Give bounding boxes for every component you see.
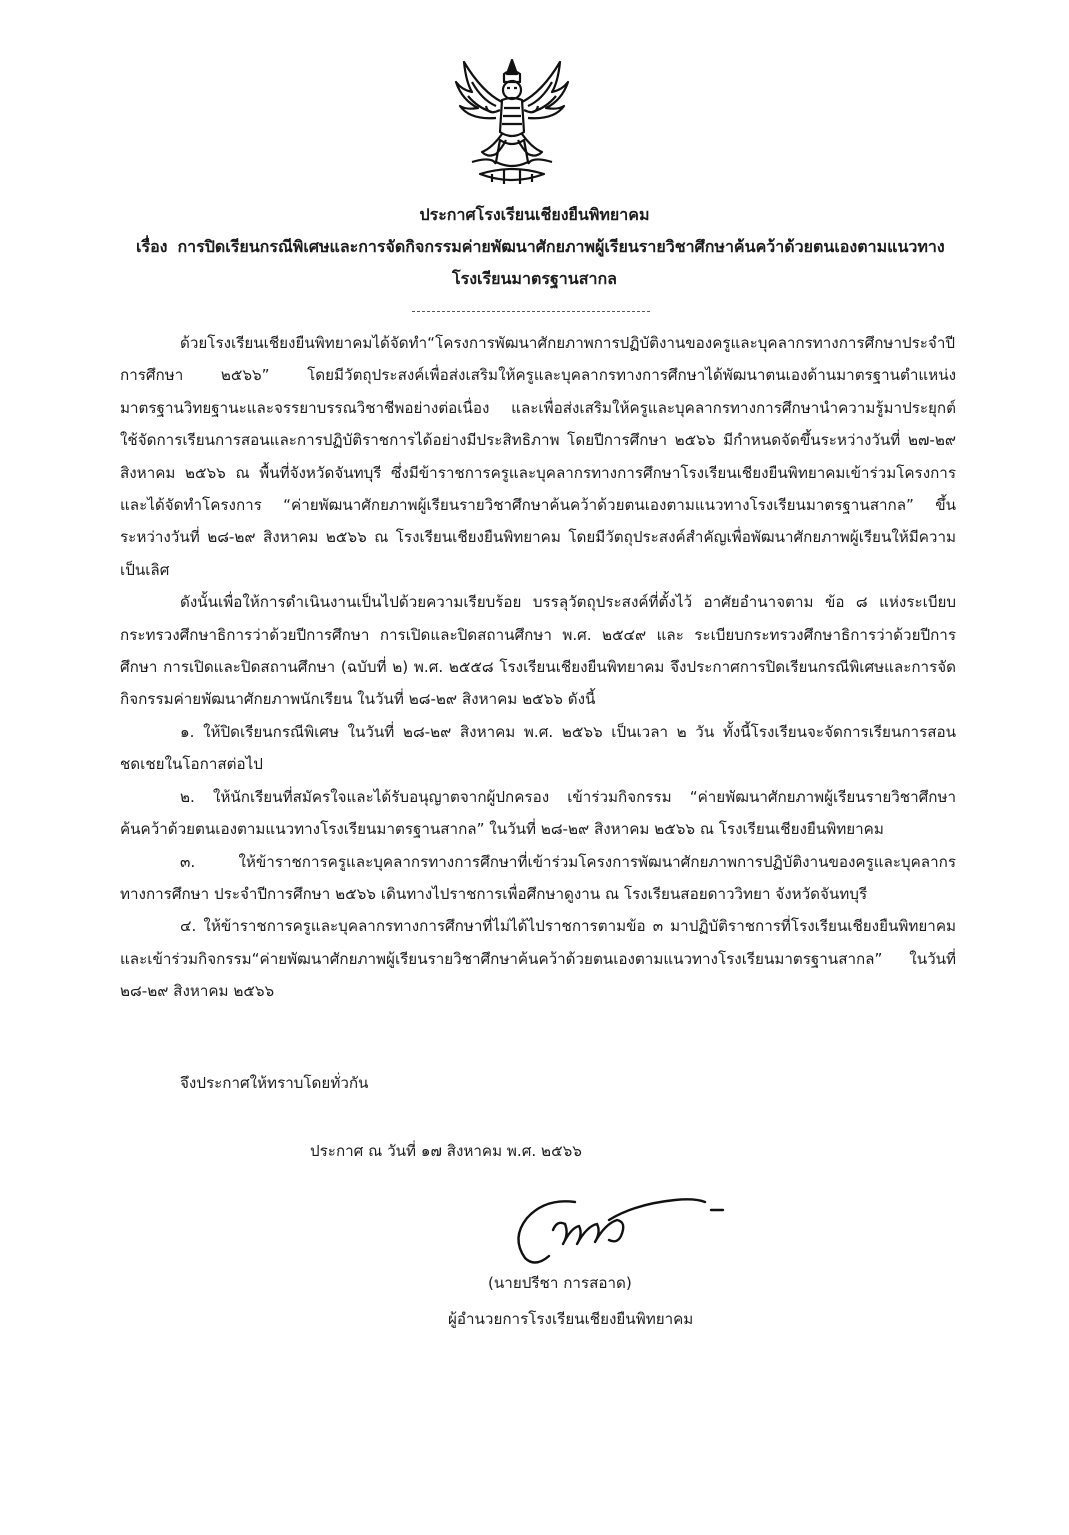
- body-paragraph-1: ด้วยโรงเรียนเชียงยืนพิทยาคมได้จัดทำ“โครงการพัฒนาศักยภาพการปฏิบัติงานของครูและบุคลากรทางการศึกษาประจำปีการศึกษา ๒๕๖๖” โดยมีวัตถุประสงค์เพื่อส่งเสริมให้ครูและบุคลากรทางการศึกษาได้พัฒนาตนเองด้านมาตรฐานตำแหน่ง มาตรฐานวิทยฐานะและจรรยาบรรณวิชาชีพอย่างต่อเนื่อง และเพื่อส่งเสริมให้ครูและบุคลากรทางการศึกษานำความรู้มาประยุกต์ใช้จัดการเรียนการสอนและการปฏิบัติราชการได้อย่างมีประสิทธิภาพ โดยปีการศึกษา ๒๕๖๖ มีกำหนดจัดขึ้นระหว่างวันที่ ๒๗-๒๙ สิงหาคม ๒๕๖๖ ณ พื้นที่จังหวัดจันทบุรี ซึ่งมีข้าราชการครูและบุคลากรทางการศึกษาโรงเรียนเชียงยืนพิทยาคมเข้าร่วมโครงการ และได้จัดทำโครงการ “ค่ายพัฒนาศักยภาพผู้เรียนรายวิชาศึกษาค้นคว้าด้วยตนเองตามแนวทางโรงเรียนมาตรฐานสากล” ขึ้นระหว่างวันที่ ๒๘-๒๙ สิงหาคม ๒๕๖๖ ณ โรงเรียนเชียงยืนพิทยาคม โดยมีวัตถุประสงค์สำคัญเพื่อพัฒนาศักยภาพผู้เรียนให้มีความเป็นเลิศ: [120, 334, 956, 579]
- closing-statement: จึงประกาศให้ทราบโดยทั่วกัน: [180, 1074, 369, 1092]
- announcement-title: ประกาศโรงเรียนเชียงยืนพิทยาคม: [419, 205, 650, 224]
- subject-line: [136, 236, 956, 258]
- list-item-1: ๑. ให้ปิดเรียนกรณีพิเศษ ในวันที่ ๒๘-๒๙ สิงหาคม พ.ศ. ๒๕๖๖ เป็นเวลา ๒ วัน ทั้งนี้โรงเรียนจะจัดการเรียนการสอนชดเชยในโอกาสต่อไป: [120, 722, 956, 774]
- signer-title: ผู้อำนวยการโรงเรียนเชียงยืนพิทยาคม: [448, 1310, 694, 1328]
- garuda-emblem-icon: [452, 52, 572, 192]
- list-item-4: ๔. ให้ข้าราชการครูและบุคลากรทางการศึกษาที่ไม่ได้ไปราชการตามข้อ ๓ มาปฏิบัติราชการที่โรงเรียนเชียงยืนพิทยาคมและเข้าร่วมกิจกรรม“ค่ายพัฒนาศักยภาพผู้เรียนรายวิชาศึกษาค้นคว้าด้วยตนเองตามแนวทางโรงเรียนมาตรฐานสากล” ในวันที่ ๒๘-๒๙ สิงหาคม ๒๕๖๖: [120, 917, 956, 1001]
- announcement-body: [120, 327, 956, 1008]
- list-item-3: ๓. ให้ข้าราชการครูและบุคลากรทางการศึกษาที่เข้าร่วมโครงการพัฒนาศักยภาพการปฏิบัติงานของครูและบุคลากรทางการศึกษา ประจำปีการศึกษา ๒๕๖๖ เดินทางไปราชการเพื่อศึกษาดูงาน ณ โรงเรียนสอยดาววิทยา จังหวัดจันทบุรี: [120, 852, 956, 903]
- body-paragraph-2: ดังนั้นเพื่อให้การดำเนินงานเป็นไปด้วยความเรียบร้อย บรรลุวัตถุประสงค์ที่ตั้งไว้ อาศัยอำนาจตาม ข้อ ๘ แห่งระเบียบกระทรวงศึกษาธิการว่าด้วยปีการศึกษา การเปิดและปิดสถานศึกษา พ.ศ. ๒๕๔๙ และ ระเบียบกระทรวงศึกษาธิการว่าด้วยปีการศึกษา การเปิดและปิดสถานศึกษา (ฉบับที่ ๒) พ.ศ. ๒๕๕๘ โรงเรียนเชียงยืนพิทยาคม จึงประกาศการปิดเรียนกรณีพิเศษและการจัดกิจกรรมค่ายพัฒนาศักยภาพนักเรียน ในวันที่ ๒๘-๒๙ สิงหาคม ๒๕๖๖ ดังนี้: [120, 593, 956, 709]
- handwritten-signature: [505, 1180, 735, 1275]
- signer-name: (นายปรีชา การสอาด): [488, 1274, 632, 1292]
- announcement-date: ประกาศ ณ วันที่ ๑๗ สิงหาคม พ.ศ. ๒๕๖๖: [310, 1142, 582, 1160]
- subject-text-line1: การปิดเรียนกรณีพิเศษและการจัดกิจกรรมค่ายพัฒนาศักยภาพผู้เรียนรายวิชาศึกษาค้นคว้าด้วยตนเองตามแนวทาง: [177, 237, 945, 256]
- subject-label: เรื่อง: [136, 237, 168, 256]
- subject-text-line2: โรงเรียนมาตรฐานสากล: [452, 269, 617, 288]
- list-item-2: ๒. ให้นักเรียนที่สมัครใจและได้รับอนุญาตจากผู้ปกครอง เข้าร่วมกิจกรรม “ค่ายพัฒนาศักยภาพผู้เรียนรายวิชาศึกษาค้นคว้าด้วยตนเองตามแนวทางโรงเรียนมาตรฐานสากล” ในวันที่ ๒๘-๒๙ สิงหาคม ๒๕๖๖ ณ โรงเรียนเชียงยืนพิทยาคม: [120, 787, 956, 839]
- divider: [412, 311, 650, 312]
